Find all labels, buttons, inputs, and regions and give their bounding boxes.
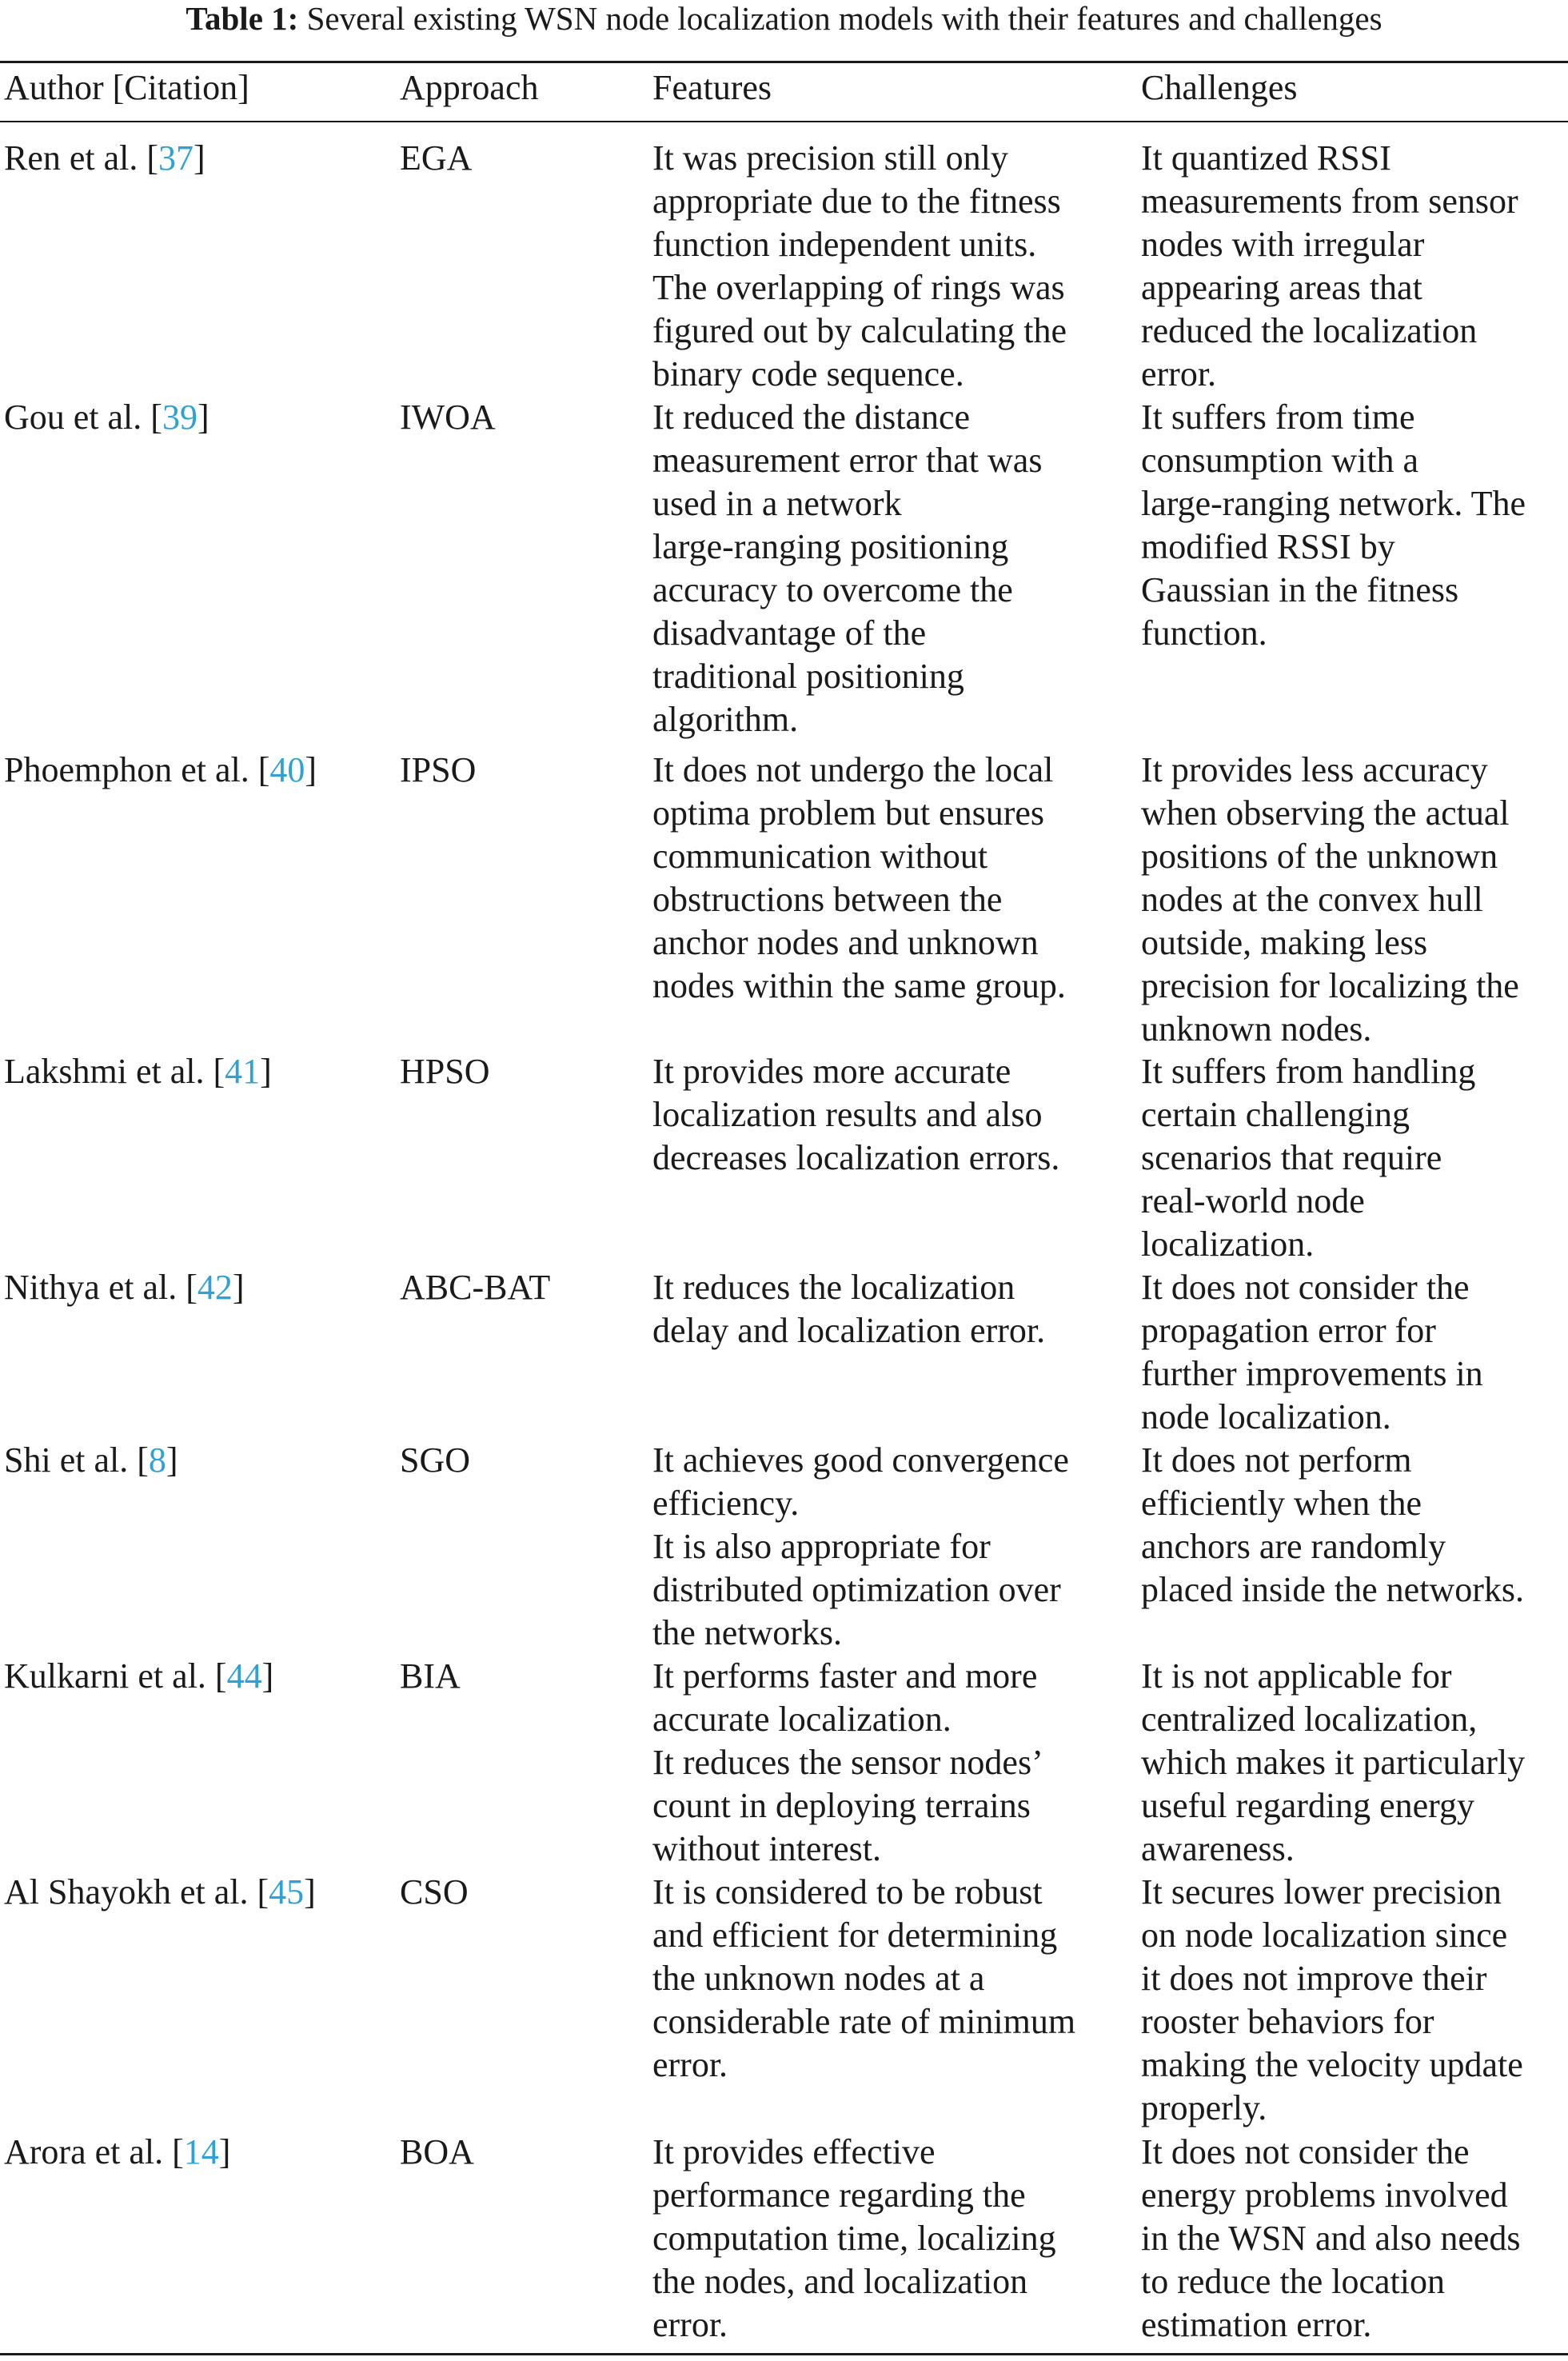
table-caption-text: Several existing WSN node localization models with their features and challenges	[306, 0, 1382, 37]
row-approach: EGA	[400, 138, 473, 178]
author-name: Shi et al.	[4, 1440, 129, 1480]
citation-link[interactable]: 40	[269, 750, 305, 789]
row-author: Shi et al. [8]	[4, 1440, 178, 1480]
row-features: It was precision still only appropriate due to the fitness function independent units. The overlapping of rings was figured out by calculating the binary code sequence.	[652, 138, 1067, 394]
row-features: It is considered to be robust and efficient for determining the unknown nodes at a considerable rate of minimum error.	[652, 1872, 1076, 2084]
row-features: It performs faster and more accurate localization. It reduces the sensor nodes’ count in deploying terrains without interest.	[652, 1656, 1043, 1868]
table-caption-label: Table 1:	[186, 0, 299, 37]
row-features: It reduced the distance measurement error that was used in a network large-ranging positioning accuracy to overcome the disadvantage of the traditional positioning algorithm.	[652, 397, 1043, 739]
row-features: It provides more accurate localization results and also decreases localization errors.	[652, 1052, 1060, 1177]
row-features: It provides effective performance regarding the computation time, localizing the nodes, and localization error.	[652, 2132, 1056, 2344]
row-challenges: It does not consider the propagation error for further improvements in node localization.	[1141, 1268, 1483, 1436]
author-name: Phoemphon et al.	[4, 750, 249, 789]
row-features: It does not undergo the local optima problem but ensures communication without obstructions between the anchor nodes and unknown nodes within the same group.	[652, 750, 1066, 1005]
row-approach: ABC-BAT	[400, 1268, 551, 1307]
row-approach: BOA	[400, 2132, 474, 2171]
row-features: It reduces the localization delay and localization error.	[652, 1268, 1046, 1350]
row-author: Al Shayokh et al. [45]	[4, 1872, 316, 1912]
row-challenges: It is not applicable for centralized localization, which makes it particularly useful regarding energy awareness.	[1141, 1656, 1526, 1868]
citation-link[interactable]: 14	[183, 2132, 219, 2171]
row-challenges: It does not perform efficiently when the anchors are randomly placed inside the networks.	[1141, 1440, 1524, 1609]
table-caption	[0, 0, 1568, 37]
author-name: Nithya et al.	[4, 1268, 178, 1307]
table-header-rule	[0, 121, 1568, 122]
row-author: Phoemphon et al. [40]	[4, 750, 317, 789]
header-author: Author [Citation]	[4, 68, 249, 107]
row-challenges: It secures lower precision on node localization since it does not improve their rooster behaviors for making the velocity update properly.	[1141, 1872, 1523, 2127]
row-challenges: It suffers from handling certain challenging scenarios that require real-world node localization.	[1141, 1052, 1476, 1264]
author-name: Arora et al.	[4, 2132, 164, 2171]
author-name: Ren et al.	[4, 138, 138, 178]
row-author: Nithya et al. [42]	[4, 1268, 245, 1307]
row-features: It achieves good convergence efficiency. It is also appropriate for distributed optimization over the networks.	[652, 1440, 1069, 1652]
citation-link[interactable]: 45	[269, 1872, 305, 1912]
citation-link[interactable]: 37	[158, 138, 194, 178]
header-approach: Approach	[400, 68, 539, 107]
row-author: Gou et al. [39]	[4, 397, 209, 437]
citation-link[interactable]: 8	[148, 1440, 166, 1480]
row-author: Arora et al. [14]	[4, 2132, 231, 2171]
row-challenges: It does not consider the energy problems involved in the WSN and also needs to reduce the location estimation error.	[1141, 2132, 1521, 2344]
citation-link[interactable]: 39	[162, 397, 197, 437]
row-approach: CSO	[400, 1872, 469, 1912]
citation-link[interactable]: 41	[225, 1052, 261, 1091]
row-challenges: It quantized RSSI measurements from sensor nodes with irregular appearing areas that reduced the localization error.	[1141, 138, 1518, 394]
citation-link[interactable]: 44	[226, 1656, 262, 1696]
row-approach: IWOA	[400, 397, 496, 437]
row-author: Kulkarni et al. [44]	[4, 1656, 274, 1696]
author-name: Kulkarni et al.	[4, 1656, 206, 1696]
row-approach: IPSO	[400, 750, 477, 789]
table-bottom-rule	[0, 2353, 1568, 2355]
row-author: Ren et al. [37]	[4, 138, 205, 178]
table-top-rule	[0, 61, 1568, 63]
header-features: Features	[652, 68, 772, 107]
author-name: Al Shayokh et al.	[4, 1872, 249, 1912]
citation-link[interactable]: 42	[197, 1268, 233, 1307]
row-author: Lakshmi et al. [41]	[4, 1052, 272, 1091]
row-challenges: It provides less accuracy when observing the actual positions of the unknown nodes at the convex hull outside, making less precision for localizing the unknown nodes.	[1141, 750, 1519, 1049]
row-approach: SGO	[400, 1440, 471, 1480]
author-name: Lakshmi et al.	[4, 1052, 205, 1091]
header-challenges: Challenges	[1141, 68, 1298, 107]
author-name: Gou et al.	[4, 397, 142, 437]
row-challenges: It suffers from time consumption with a large-ranging network. The modified RSSI by Gaussian in the fitness function.	[1141, 397, 1526, 653]
row-approach: BIA	[400, 1656, 461, 1696]
row-approach: HPSO	[400, 1052, 490, 1091]
